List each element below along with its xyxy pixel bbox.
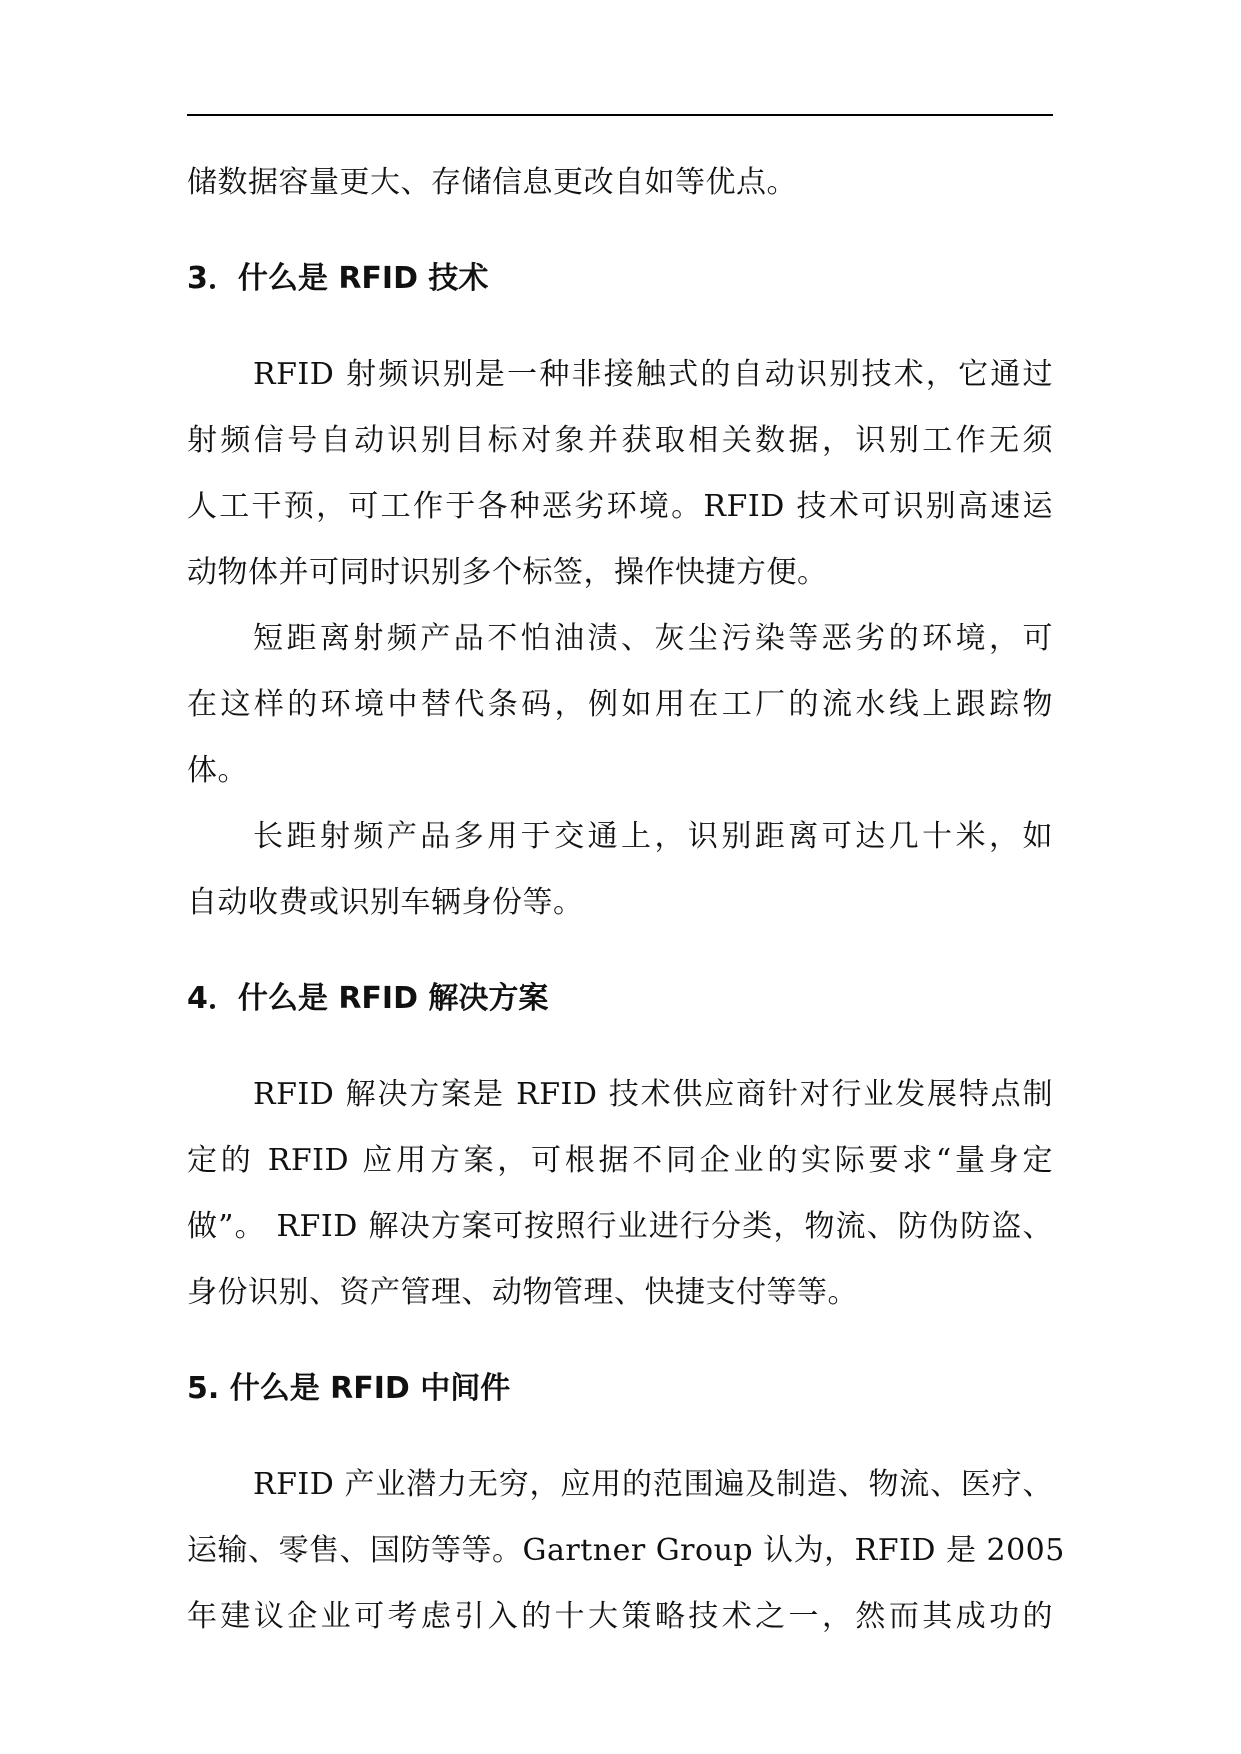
paragraph-line: 射频信号自动识别目标对象并获取相关数据，识别工作无须 <box>187 423 1053 458</box>
header-rule <box>187 114 1053 116</box>
section-3-paragraph-2 <box>187 606 1053 804</box>
paragraph-line: 体。 <box>187 753 248 788</box>
paragraph-line: 长距射频产品多用于交通上，识别距离可达几十米，如 <box>253 819 1053 854</box>
paragraph-line: 做”。 RFID 解决方案可按照行业进行分类，物流、防伪防盗、 <box>187 1209 1053 1244</box>
section-4-paragraph-1 <box>187 1062 1053 1326</box>
paragraph-line: 在这样的环境中替代条码，例如用在工厂的流水线上跟踪物 <box>187 687 1053 722</box>
paragraph-line: RFID 射频识别是一种非接触式的自动识别技术，它通过 <box>253 357 1053 392</box>
section-heading-5: 5. 什么是 RFID 中间件 <box>187 1371 511 1406</box>
paragraph-line: 身份识别、资产管理、动物管理、快捷支付等等。 <box>187 1275 858 1310</box>
section-heading-4: 4．什么是 RFID 解决方案 <box>187 981 549 1016</box>
section-heading-3: 3．什么是 RFID 技术 <box>187 261 489 296</box>
paragraph-line: 年建议企业可考虑引入的十大策略技术之一，然而其成功的 <box>187 1599 1053 1634</box>
continuation-line: 储数据容量更大、存储信息更改自如等优点。 <box>187 165 797 200</box>
section-5-paragraph-1 <box>187 1452 1065 1650</box>
section-3-paragraph-1 <box>187 342 1053 606</box>
paragraph-line: 人工干预，可工作于各种恶劣环境。RFID 技术可识别高速运 <box>187 489 1053 524</box>
paragraph-line: 自动收费或识别车辆身份等。 <box>187 885 584 920</box>
paragraph-line: 动物体并可同时识别多个标签，操作快捷方便。 <box>187 555 828 590</box>
section-3-paragraph-3 <box>187 804 1053 936</box>
paragraph-line: 定的 RFID 应用方案，可根据不同企业的实际要求“量身定 <box>187 1143 1053 1178</box>
paragraph-line: 短距离射频产品不怕油渍、灰尘污染等恶劣的环境，可 <box>253 621 1053 656</box>
paragraph-line: RFID 产业潜力无穷，应用的范围遍及制造、物流、医疗、 <box>253 1467 1053 1502</box>
page-content <box>187 150 1065 1650</box>
paragraph-line: RFID 解决方案是 RFID 技术供应商针对行业发展特点制 <box>253 1077 1053 1112</box>
paragraph-line: 运输、零售、国防等等。Gartner Group 认为，RFID 是 2005 <box>187 1533 1065 1568</box>
